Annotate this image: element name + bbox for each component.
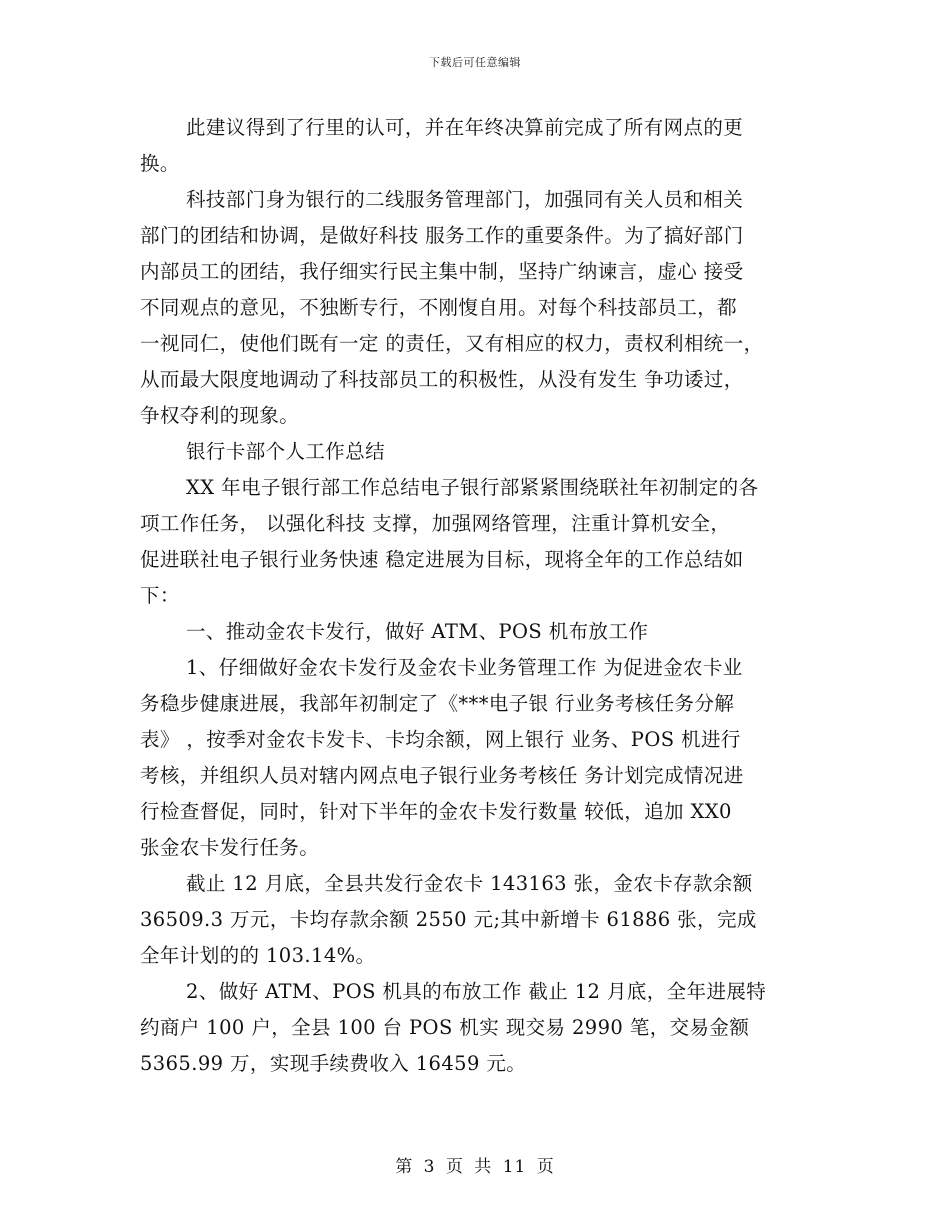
text-line: 36509.3 万元，卡均存款余额 2550 元;其中新增卡 61886 张，完成 bbox=[140, 908, 757, 931]
text-line: 银行卡部个人工作总结 bbox=[186, 440, 386, 463]
text-line: 从而最大限度地调动了科技部员工的积极性，从没有发生 争功诿过， bbox=[140, 368, 744, 391]
text-line: 争权夺利的现象。 bbox=[140, 404, 300, 427]
text-line: 约商户 100 户，全县 100 台 POS 机实 现交易 2990 笔，交易金额 bbox=[140, 1016, 750, 1039]
text-line: 此建议得到了行里的认可，并在年终决算前完成了所有网点的更 bbox=[186, 116, 744, 139]
text-line: 科技部门身为银行的二线服务管理部门，加强同有关人员和相关 bbox=[186, 188, 744, 211]
text-line: 全年计划的的 103.14%。 bbox=[140, 944, 376, 967]
page-number-footer: 第 3 页 共 11 页 bbox=[395, 1157, 555, 1177]
text-line: 张金农卡发行任务。 bbox=[140, 836, 320, 859]
text-line: 2、做好 ATM、POS 机具的布放工作 截止 12 月底，全年进展特 bbox=[186, 980, 767, 1003]
text-line: 5365.99 万，实现手续费收入 16459 元。 bbox=[140, 1052, 527, 1075]
text-line: 截止 12 月底，全县共发行金农卡 143163 张，金农卡存款余额 bbox=[186, 872, 753, 895]
text-line: 内部员工的团结，我仔细实行民主集中制，坚持广纳谏言，虚心 接受 bbox=[140, 260, 744, 283]
text-line: 换。 bbox=[140, 152, 180, 175]
body-text bbox=[140, 110, 820, 1082]
text-line: 下： bbox=[140, 584, 180, 607]
text-line: 一、推动金农卡发行，做好 ATM、POS 机布放工作 bbox=[186, 620, 649, 643]
text-line: 一视同仁，使他们既有一定 的责任，又有相应的权力，责权利相统一， bbox=[140, 332, 764, 355]
text-line: XX 年电子银行部工作总结电子银行部紧紧围绕联社年初制定的各 bbox=[186, 476, 759, 499]
text-line: 行检查督促，同时，针对下半年的金农卡发行数量 较低，追加 XX0 bbox=[140, 800, 732, 823]
text-line: 1、仔细做好金农卡发行及金农卡业务管理工作 为促进金农卡业 bbox=[186, 656, 743, 679]
text-line: 务稳步健康进展，我部年初制定了《***电子银 行业务考核任务分解 bbox=[140, 692, 735, 715]
text-line: 项工作任务， 以强化科技 支撑，加强网络管理，注重计算机安全， bbox=[140, 512, 731, 535]
text-line: 考核，并组织人员对辖内网点电子银行业务考核任 务计划完成情况进 bbox=[140, 764, 744, 787]
text-line: 促进联社电子银行业务快速 稳定进展为目标，现将全年的工作总结如 bbox=[140, 548, 744, 571]
page-header: 下载后可任意编辑 bbox=[429, 56, 521, 69]
text-line: 部门的团结和协调，是做好科技 服务工作的重要条件。为了搞好部门 bbox=[140, 224, 744, 247]
text-line: 表》 ，按季对金农卡发卡、卡均余额，网上银行 业务、POS 机进行 bbox=[140, 728, 741, 751]
text-line: 不同观点的意见，不独断专行，不刚愎自用。对每个科技部员工，都 bbox=[140, 296, 738, 319]
